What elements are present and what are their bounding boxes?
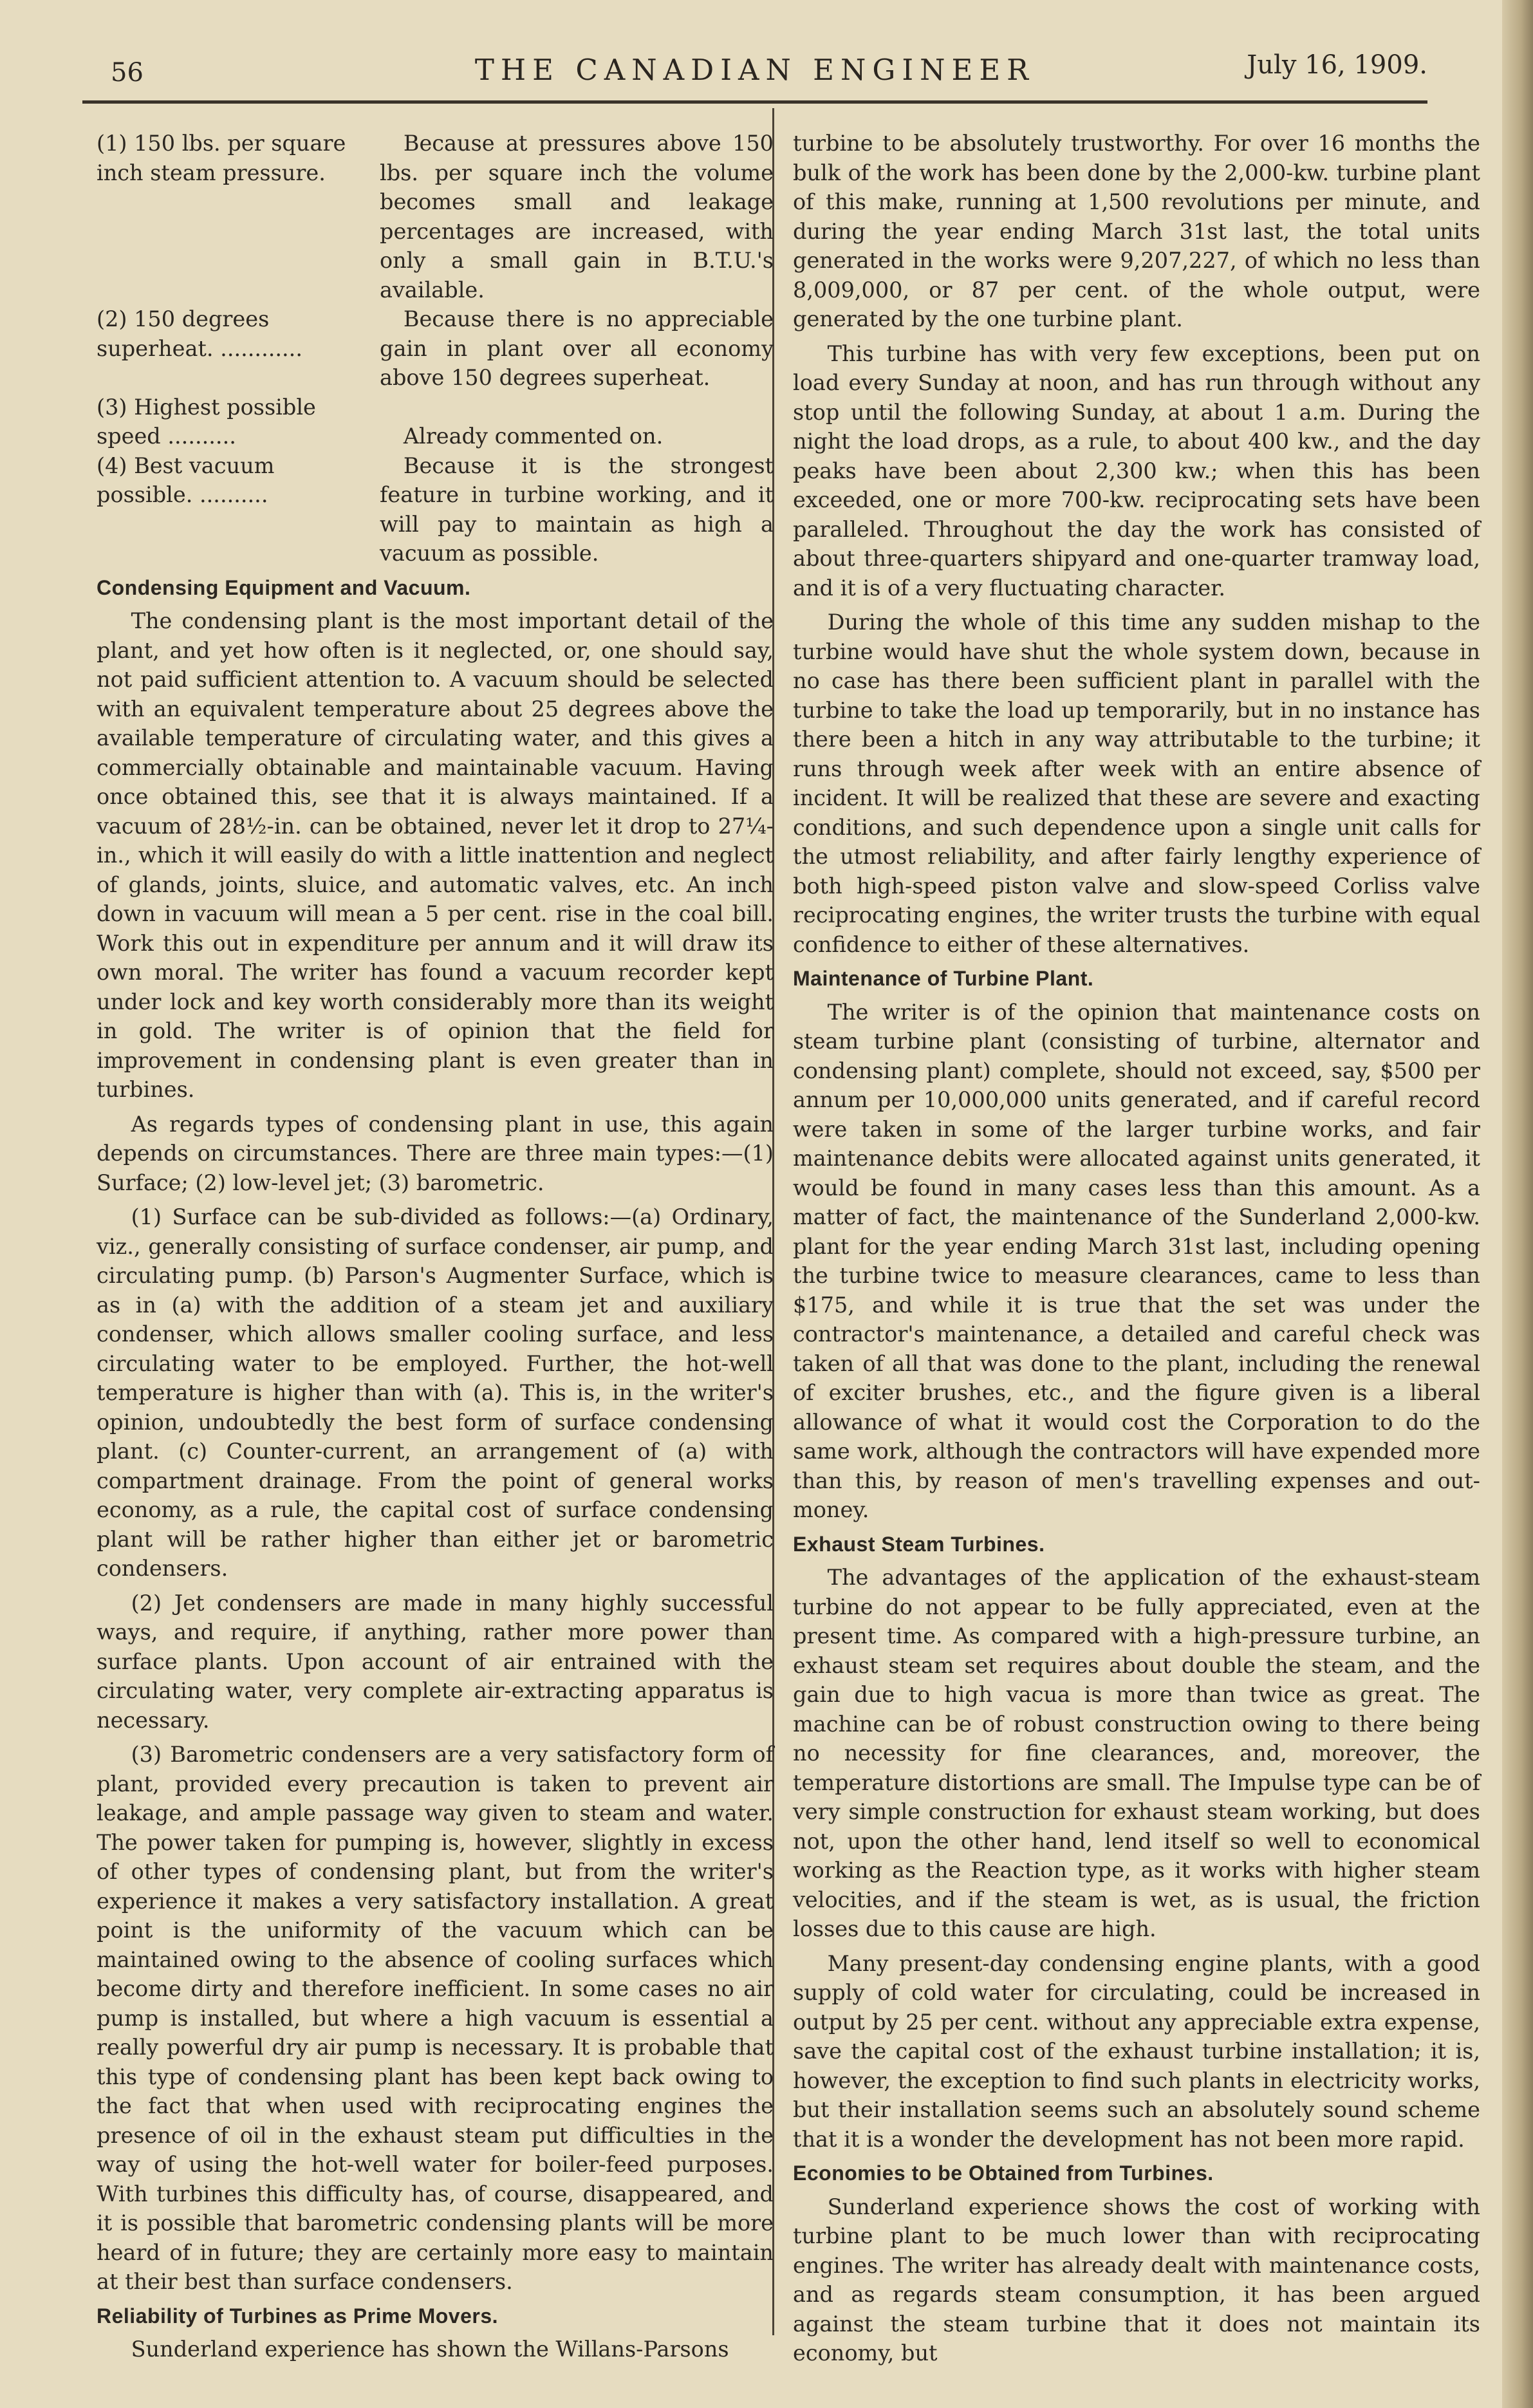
section-heading-economies: Economies to be Obtained from Turbines. xyxy=(793,2161,1214,2185)
right-column xyxy=(793,129,1480,2373)
paragraph: Sunderland experience shows the cost of working with turbine plant to be much lower than with reciprocating engines. The writer has already dealt with maintenance costs, and as regards steam consumption, it has been argued against the steam turbine that it does not maintain its economy, but xyxy=(793,2194,1480,2366)
paragraph: (2) Jet condensers are made in many highly successful ways, and require, if anything, rather more power than surface plants. Upon account of air entrained with the circulating water, very complete air-extracting apparatus is necessary. xyxy=(97,1590,774,1733)
criteria-row xyxy=(97,304,774,393)
criteria-row xyxy=(97,393,774,451)
page-number: 56 xyxy=(111,58,144,88)
paragraph: As regards types of condensing plant in use, this again depends on circumstances. There are three main types:—(1) Surface; (2) low-level jet; (3) barometric. xyxy=(97,1111,774,1195)
paragraph: This turbine has with very few exceptions, been put on load every Sunday at noon, and has run through without any stop until the following Sunday, at about 1 a.m. During the night the load drops, as a rule, to about 400 kw., and the day peaks have been about 2,300 kw.; when this has been exceeded, one or more 700-kw. reciprocating sets have been paralleled. Throughout the day the work has consisted of about three-quarters shipyard and one-quarter tramway load, and it is of a very fluctuating character. xyxy=(793,341,1480,601)
journal-title: THE CANADIAN ENGINEER xyxy=(474,53,1036,87)
paragraph: turbine to be absolutely trustworthy. For over 16 months the bulk of the work has been done by the 2,000-kw. turbine plant of this make, running at 1,500 revolutions per minute, and during the year ending March 31st last, the total units generated in the works were 9,207,227, of which no less than 8,009,000, or 87 per cent. of the whole output, were generated by the one turbine plant. xyxy=(793,131,1480,331)
criteria-reason: Because it is the strongest feature in turbine working, and it will pay to maintain as high a vacuum as possible. xyxy=(380,453,774,566)
issue-date: July 16, 1909. xyxy=(1247,50,1427,80)
running-header xyxy=(82,46,1427,88)
section-heading-maintenance: Maintenance of Turbine Plant. xyxy=(793,967,1094,990)
criteria-row xyxy=(97,451,774,568)
paragraph: Sunderland experience has shown the Willans-Parsons xyxy=(131,2337,729,2362)
section-heading-exhaust: Exhaust Steam Turbines. xyxy=(793,1532,1045,1556)
section-heading-reliability: Reliability of Turbines as Prime Movers. xyxy=(97,2304,499,2328)
paragraph: The condensing plant is the most important detail of the plant, and yet how often is it neglected, or, one should say, not paid sufficient attention to. A vacuum should be selected with an equivalent temperature about 25 degrees above the available temperature of circulating water, and this gives a commercially obtainable and maintainable vacuum. Having once obtained this, see that it is always maintained. If a vacuum of 28½-in. can be obtained, never let it drop to 27¼-in., which it will easily do with a little inattention and neglect of glands, joints, sluice, and automatic valves, etc. An inch down in vacuum will mean a 5 per cent. rise in the coal bill. Work this out in expenditure per annum and it will draw its own moral. The writer has found a vacuum recorder kept under lock and key worth considerably more than its weight in gold. The writer is of opinion that the field for improvement in condensing plant is even greater than in turbines. xyxy=(97,608,774,1102)
criteria-reason: Already commented on. xyxy=(403,423,664,449)
paragraph: The advantages of the application of the exhaust-steam turbine do not appear to be fully appreciated, even at the present time. As compared with a high-pressure turbine, an exhaust steam set requires about double the steam, and the gain due to high vacua is more than twice as great. The machine can be of robust construction owing to there being no necessity for fine clearances, and, moreover, the temperature distortions are small. The Impulse type can be of very simple construction for exhaust steam working, but does not, upon the other hand, lend itself so well to economical working as the Reaction type, as it works with higher steam velocities, and if the steam is wet, as is usual, the friction losses due to this cause are high. xyxy=(793,1565,1480,1941)
criteria-item: (1) 150 lbs. per square inch steam pressure. xyxy=(97,131,346,185)
paragraph: Many present-day condensing engine plants, with a good supply of cold water for circulating, could be increased in output by 25 per cent. without any appreciable extra expense, save the capital cost of the exhaust turbine installation; it is, however, the exception to find such plants in electricity works, but their installation seems such an absolutely sound scheme that it is a wonder the development has not been more rapid. xyxy=(793,1950,1480,2152)
section-heading-condensing: Condensing Equipment and Vacuum. xyxy=(97,575,471,599)
paragraph: (3) Barometric condensers are a very satisfactory form of plant, provided every precaution is taken to prevent air leakage, and ample passage way given to steam and water. The power taken for pumping is, however, slightly in excess of other types of condensing plant, but from the writer's experience it makes a very satisfactory installation. A great point is the uniformity of the vacuum which can be maintained owing to the absence of cooling surfaces which become dirty and therefore inefficient. In some cases no air pump is installed, but where a high vacuum is essential a really powerful dry air pump is necessary. It is probable that this type of condensing plant has been kept back owing to the fact that when used with reciprocating engines the presence of oil in the exhaust steam put difficulties in the way of using the hot-well water for boiler-feed purposes. With turbines this difficulty has, of course, disappeared, and it is possible that barometric condensing plants will be more heard of in future; they are certainly more easy to maintain at their best than surface condensers. xyxy=(97,1742,774,2294)
header-rule xyxy=(82,100,1427,104)
paragraph: The writer is of the opinion that maintenance costs on steam turbine plant (consisting of turbine, alternator and condensing plant) complete, should not exceed, say, $500 per annum per 10,000,000 units generated, and if careful record were taken in some of the larger turbine works, and fair maintenance debits were allocated against units generated, it would be found in many cases less than this amount. As a matter of fact, the maintenance of the Sunderland 2,000-kw. plant for the year ending March 31st last, including opening the turbine twice to measure clearances, came to less than $175, and while it is true that the set was under the contractor's maintenance, a detailed and careful check was taken of all that was done to the plant, including the renewal of exciter brushes, etc., and the figure given is a liberal allowance of what it would cost the Corporation to do the same work, although the contractors will have expended more than this, by reason of men's travelling expenses and out-money. xyxy=(793,999,1480,1522)
left-column xyxy=(97,129,774,2369)
paragraph: During the whole of this time any sudden mishap to the turbine would have shut the whole system down, because in no case has there been sufficient plant in parallel with the turbine to take the load up temporarily, but in no instance has there been a hitch in any way attributable to the turbine; it runs through week after week with an entire absence of incident. It will be realized that these are severe and exacting conditions, and such dependence upon a single unit calls for the utmost reliability, and after fairly lengthy experience of both high-speed piston valve and slow-speed Corliss valve reciprocating engines, the writer trusts the turbine with equal confidence to either of these alternatives. xyxy=(793,610,1480,957)
paragraph: (1) Surface can be sub-divided as follows:—(a) Ordinary, viz., generally consisting of surface condenser, air pump, and circulating pump. (b) Parson's Augmenter Surface, which is as in (a) with the addition of a steam jet and auxiliary condenser, which allows smaller cooling surface, and less circulating water to be employed. Further, the hot-well temperature is higher than with (a). This is, in the writer's opinion, undoubtedly the best form of surface condensing plant. (c) Counter-current, an arrangement of (a) with compartment drainage. From the point of general works economy, as a rule, the capital cost of surface condensing plant will be rather higher than either jet or barometric condensers. xyxy=(97,1204,774,1581)
criteria-reason: Because at pressures above 150 lbs. per square inch the volume becomes small and leakage percentages are increased, with only a small gain in B.T.U.'s available. xyxy=(380,131,774,303)
criteria-item: (4) Best vacuum possible. .......... xyxy=(97,453,275,507)
criteria-row xyxy=(97,129,774,304)
criteria-reason: Because there is no appreciable gain in plant over all economy above 150 degrees superheat. xyxy=(380,306,774,390)
criteria-table xyxy=(97,129,774,568)
criteria-item: (2) 150 degrees superheat. ............ xyxy=(97,306,302,361)
criteria-item: (3) Highest possible speed .......... xyxy=(97,394,316,449)
page-edge xyxy=(1502,0,1533,2408)
